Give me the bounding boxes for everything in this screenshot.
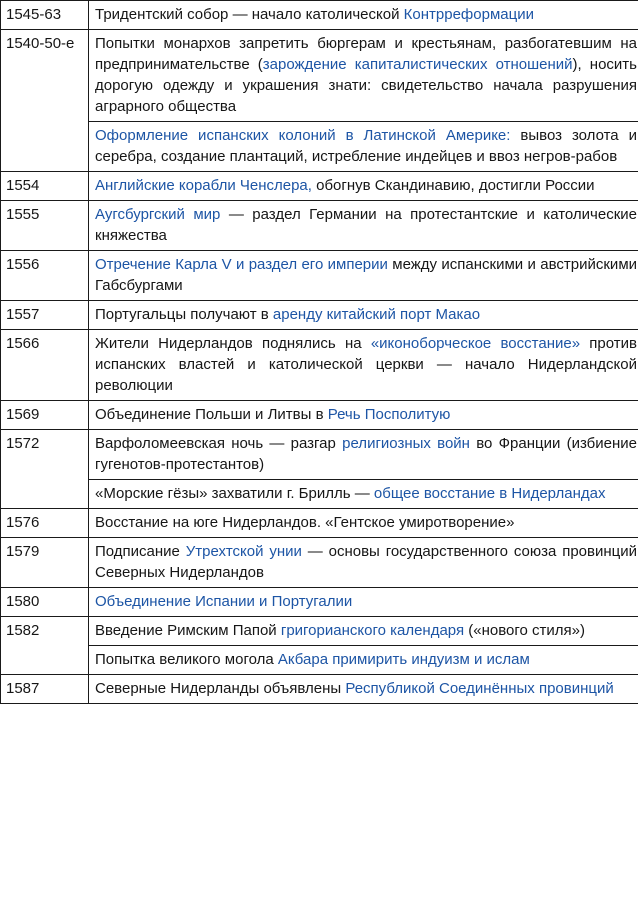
event-plain-text: против испанских властей и католической церкви — начало Нидерландской революции — [95, 335, 637, 394]
event-plain-text: вывоз золота и серебра, создание плантаций, истребление индейцев и ввоз негров-рабов — [95, 127, 637, 165]
year-cell: 1569 — [1, 401, 89, 430]
description-cell — [89, 617, 638, 646]
description-cell — [89, 646, 638, 675]
description-cell — [89, 30, 638, 122]
event-plain-text: Введение Римским Папой — [95, 622, 281, 639]
event-link-text[interactable]: общее восстание в Нидерландах — [373, 485, 606, 502]
description-cell — [89, 401, 638, 430]
year-cell: 1579 — [1, 538, 89, 588]
event-plain-text: Попытка великого могола — [95, 651, 278, 668]
description-cell — [89, 588, 638, 617]
event-plain-text: Объединение Польши и Литвы в — [95, 406, 328, 423]
description-cell — [89, 201, 638, 251]
event-link-text[interactable]: Речь Посполитую — [327, 406, 451, 423]
event-link-text[interactable]: Контрреформации — [403, 6, 534, 23]
event-plain-text: ), носить дорогую одежду и украшения знати: свидетельство начала разрушения аграрного общества — [95, 56, 637, 115]
event-link-text[interactable]: григорианского календаря — [280, 622, 465, 639]
table-row — [1, 538, 638, 588]
table-row — [1, 675, 638, 704]
event-plain-text: — основы государственного союза провинций Северных Нидерландов — [95, 543, 638, 581]
event-plain-text: Попытки монархов запретить бюргерам и крестьянам, разбогатевшим на предпринимательстве ( — [95, 35, 637, 73]
event-link-text[interactable]: Оформление испанских колоний в Латинской Америке: — [95, 127, 511, 144]
table-row — [1, 30, 638, 122]
event-plain-text: Восстание на юге Нидерландов. «Гентское умиротворение» — [95, 514, 515, 531]
event-plain-text: Тридентский собор — начало католической — [95, 6, 404, 23]
table-row — [1, 617, 638, 646]
event-link-text[interactable]: зарождение капиталистических отношений — [262, 56, 573, 73]
table-row — [1, 588, 638, 617]
table-row — [1, 646, 638, 675]
event-plain-text: «Морские гёзы» захватили г. Брилль — — [95, 485, 374, 502]
description-cell — [89, 330, 638, 401]
table-row — [1, 251, 638, 301]
event-plain-text: — раздел Германии на протестантские и католические княжества — [95, 206, 638, 244]
table-row — [1, 509, 638, 538]
event-plain-text: Подписание — [95, 543, 186, 560]
event-link-text[interactable]: «иконоборческое восстание» — [370, 335, 581, 352]
description-cell — [89, 172, 638, 201]
event-link-text[interactable]: Утрехтской унии — [185, 543, 302, 560]
event-link-text[interactable]: Английские корабли Ченслера, — [95, 177, 312, 194]
description-cell — [89, 430, 638, 480]
event-plain-text: Жители Нидерландов поднялись на — [95, 335, 371, 352]
year-cell: 1572 — [1, 430, 89, 509]
year-cell: 1557 — [1, 301, 89, 330]
year-cell: 1545-63 — [1, 1, 89, 30]
event-link-text[interactable]: религиозных войн — [342, 435, 470, 452]
event-plain-text: («нового стиля») — [464, 622, 585, 639]
event-link-text[interactable]: Акбара примирить индуизм и ислам — [277, 651, 530, 668]
description-cell — [89, 509, 638, 538]
description-cell — [89, 1, 638, 30]
year-cell: 1566 — [1, 330, 89, 401]
description-cell — [89, 251, 638, 301]
event-link-text[interactable]: Республикой Соединённых провинций — [345, 680, 614, 697]
table-row — [1, 1, 638, 30]
description-cell — [89, 480, 638, 509]
year-cell: 1554 — [1, 172, 89, 201]
table-row — [1, 330, 638, 401]
event-link-text[interactable]: аренду китайский порт Макао — [272, 306, 481, 323]
description-cell — [89, 538, 638, 588]
table-row — [1, 401, 638, 430]
description-cell — [89, 301, 638, 330]
event-link-text[interactable]: Аугсбургский мир — [95, 206, 221, 223]
table-row — [1, 430, 638, 480]
year-cell: 1540-50-е — [1, 30, 89, 172]
table-row — [1, 122, 638, 172]
table-row — [1, 480, 638, 509]
year-cell: 1576 — [1, 509, 89, 538]
table-row — [1, 301, 638, 330]
event-plain-text: Северные Нидерланды объявлены — [95, 680, 346, 697]
year-cell: 1555 — [1, 201, 89, 251]
table-row — [1, 201, 638, 251]
year-cell: 1587 — [1, 675, 89, 704]
year-cell: 1580 — [1, 588, 89, 617]
description-cell — [89, 122, 638, 172]
event-plain-text: между испанскими и австрийскими Габсбургами — [95, 256, 638, 294]
event-plain-text: обогнув Скандинавию, достигли России — [311, 177, 595, 194]
event-link-text[interactable]: Объединение Испании и Португалии — [95, 593, 353, 610]
event-plain-text: во Франции (избиение гугенотов-протестантов) — [95, 435, 637, 473]
year-cell: 1556 — [1, 251, 89, 301]
event-plain-text: Варфоломеевская ночь — разгар — [95, 435, 343, 452]
year-cell: 1582 — [1, 617, 89, 675]
description-cell — [89, 675, 638, 704]
event-plain-text: Португальцы получают в — [95, 306, 273, 323]
table-row — [1, 172, 638, 201]
event-link-text[interactable]: Отречение Карла V и раздел его империи — [95, 256, 388, 273]
timeline-table-body — [1, 1, 638, 704]
